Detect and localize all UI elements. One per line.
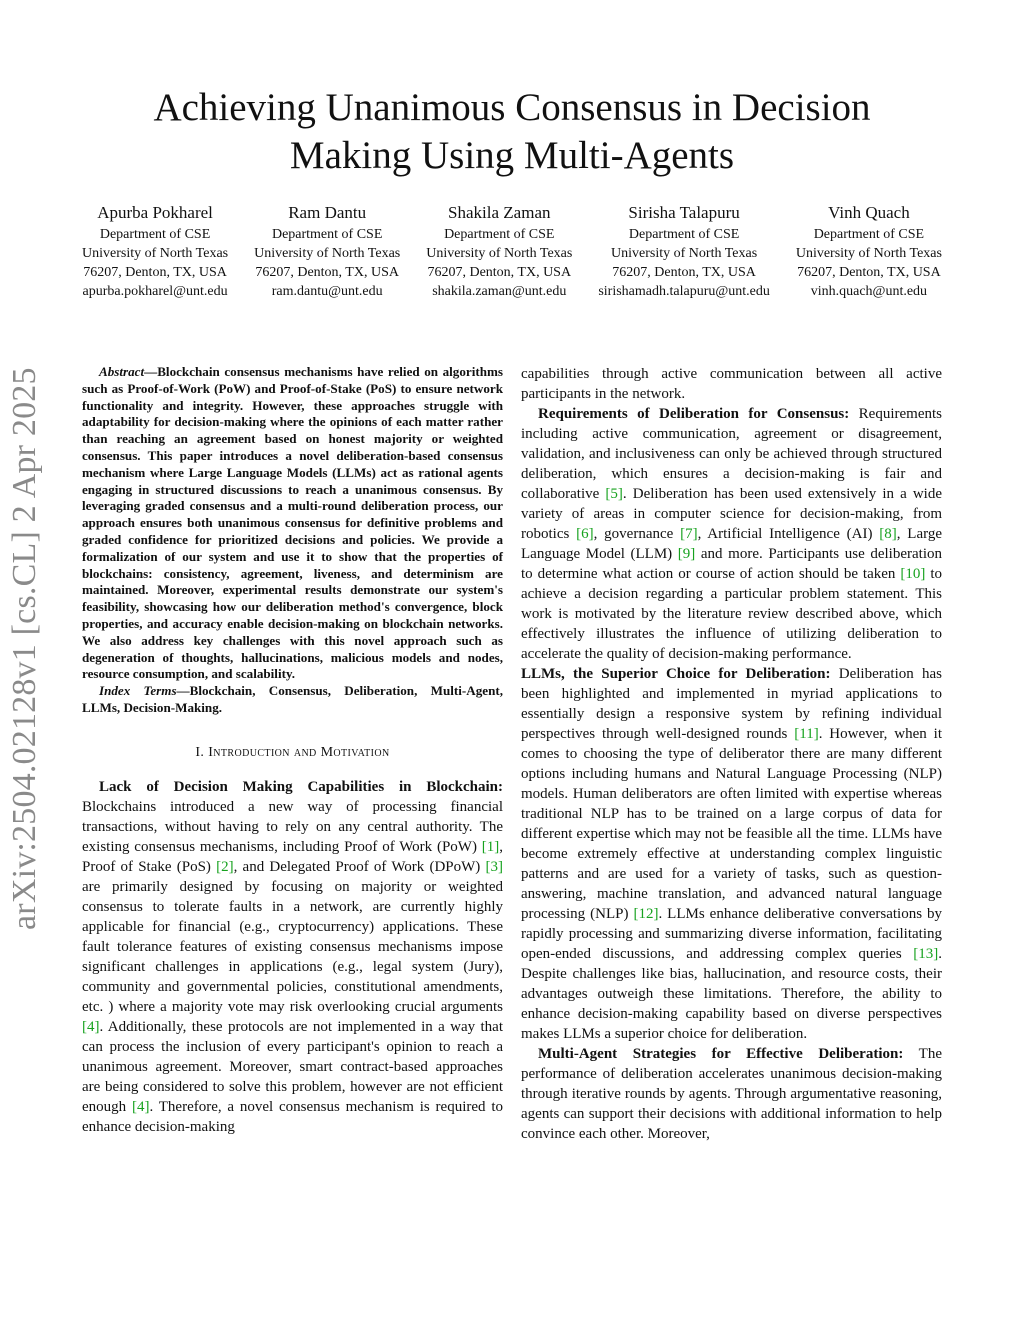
author-dept: Department of CSE — [813, 227, 925, 242]
index-terms-text: —Blockchain, Consensus, Deliberation, Multi-Agent, LLMs, Decision-Making. — [82, 683, 503, 715]
text-run: . Deliberation has been used extensively in a wide variety of areas in computer science for decision-making, from robotics — [521, 486, 943, 542]
text-run: . Additionally, these protocols are not implemented in a way that can process the inclusion of every participant's opinion to reach a unanimous agreement. Moreover, smart contract-based approaches are being considered to solve this problem, however are not efficient enough — [82, 1018, 503, 1115]
citation-link[interactable]: [10] — [900, 566, 926, 582]
author-2 — [254, 202, 400, 301]
text-run: Requirements including active communication, agreement or disagreement, validation, and inclusiveness can only be achieved through structured deliberation, which ensures a decision-making is fair and collaborative — [521, 406, 942, 502]
author-addr: 76207, Denton, TX, USA — [83, 265, 227, 280]
author-block — [82, 202, 942, 301]
text-run: and more. Participants use deliberation to determine what action or course of action should be taken — [521, 546, 942, 582]
citation-link[interactable]: [7] — [680, 526, 698, 542]
author-5 — [796, 202, 942, 301]
author-email: ram.dantu@unt.edu — [271, 284, 383, 299]
author-dept: Department of CSE — [444, 227, 555, 242]
citation-link[interactable]: [11] — [794, 726, 819, 742]
citation-link[interactable]: [4] — [82, 1018, 100, 1035]
citation-link[interactable]: [5] — [605, 486, 623, 502]
paragraph-continuation: capabilities through active communication between all active participants in the network. — [521, 366, 942, 402]
citation-link[interactable]: [4] — [131, 1098, 150, 1115]
right-column — [521, 364, 942, 1144]
author-addr: 76207, Denton, TX, USA — [255, 265, 399, 280]
text-run: are primarily designed by focusing on majority or weighted consensus to tolerate faults in a network, are currently highly applicable for financial (e.g., cryptocurrency) applications. These fault tolerance features of existing consensus mechanisms impose significant challenges in applications (e.g., legal system (Jury), community and governmental policies, constitutional amendments, etc. ) where a majority vote may risk overlooking crucial arguments — [82, 878, 503, 1015]
author-dept: Department of CSE — [99, 227, 211, 242]
text-run: , governance — [593, 526, 681, 542]
text-run: Deliberation has been highlighted and implemented in myriad applications to essentially design a responsive system by refining individual perspectives through well-designed rounds — [521, 666, 942, 742]
author-univ: University of North Texas — [254, 246, 401, 261]
paper-title: Achieving Unanimous Consensus in Decision Making Using Multi-Agents — [153, 86, 871, 177]
paragraph-heading: LLMs, the Superior Choice for Deliberation: — [521, 666, 831, 682]
author-name: Ram Dantu — [288, 203, 367, 222]
section-heading: I. Introduction and Motivation — [195, 744, 390, 760]
paragraph-heading: Lack of Decision Making Capabilities in Blockchain: — [99, 778, 503, 795]
left-column — [82, 364, 503, 1137]
author-4 — [598, 202, 770, 301]
author-dept: Department of CSE — [628, 227, 740, 242]
author-name: Vinh Quach — [828, 203, 910, 222]
author-name: Shakila Zaman — [448, 203, 551, 222]
paragraph-llms — [521, 664, 942, 1044]
author-univ: University of North Texas — [795, 246, 942, 261]
citation-link[interactable]: [3] — [485, 858, 503, 875]
text-run: . However, when it comes to choosing the type of deliberator there are many different options including humans and Natural Language Processing (NLP) models. Human deliberators are often limited with expertise whereas traditional NLP has to be trained on a large corpus of data for different expertise which may not be feasible all the time. LLMs have become extremely effective at understanding complex linguistic patterns and are used for a variety of tasks, such as question-answering, machine translation, and advanced natural language processing (NLP) — [521, 726, 942, 922]
author-email: apurba.pokharel@unt.edu — [82, 284, 228, 299]
author-addr: 76207, Denton, TX, USA — [797, 265, 941, 280]
citation-link[interactable]: [13] — [913, 946, 939, 962]
author-addr: 76207, Denton, TX, USA — [427, 265, 572, 280]
abstract-text: —Blockchain consensus mechanisms have relied on algorithms such as Proof-of-Work (PoW) and Proof-of-Stake (PoS) to ensure network functionality and integrity. However, these approaches struggle with adaptability for decision-making where the opinions of each matter rather than reaching an agreement based on honest majority or weighted consensus. This paper introduces a novel deliberation-based consensus mechanism where Large Language Models (LLMs) act as rational agents engaging in structured discussions to reach a unanimous consensus. By leveraging graded consensus and a multi-round deliberation process, our approach ensures both unanimous consensus for definitive problems and graded confidence for prioritized decisions and policies. We provide a formalization of our system and use it to show that the properties of blockchains: consistency, agreement, liveness, and determinism are maintained. Moreover, experimental results demonstrate our system's feasibility, showcasing how our deliberation method's convergence, block properties, and accuracy enable decision-making on blockchain networks. We also address key challenges with this novel approach such as degeneration of thoughts, hallucinations, malicious models and nodes, resource consumption, and scalability. — [82, 364, 503, 682]
citation-link[interactable]: [8] — [879, 526, 897, 542]
paragraph-multi-agent — [521, 1044, 942, 1144]
index-terms-label: Index Terms — [99, 683, 177, 699]
text-run: , Proof of Stake (PoS) — [82, 838, 503, 875]
text-run: , and Delegated Proof of Work (DPoW) — [233, 858, 486, 875]
text-run: . Therefore, a novel consensus mechanism is required to enhance decision-making — [82, 1098, 503, 1135]
author-addr: 76207, Denton, TX, USA — [612, 265, 756, 280]
paragraph-heading: Requirements of Deliberation for Consensus: — [538, 406, 850, 422]
author-email: shakila.zaman@unt.edu — [432, 284, 567, 299]
author-email: sirishamadh.talapuru@unt.edu — [598, 284, 770, 299]
text-run: . Despite challenges like bias, hallucination, and resource costs, their advantages outweigh these limitations. Therefore, the ability to enhance decision-making capability based on diverse perspectives makes LLMs a superior choice for deliberation. — [521, 946, 942, 1042]
author-1 — [82, 202, 228, 301]
paragraph-blockchain — [82, 777, 503, 1137]
text-run: Blockchains introduced a new way of processing financial transactions, without having to rely on any central authority. The existing consensus mechanisms, including Proof of Work (PoW) — [82, 798, 503, 855]
text-run: , Artificial Intelligence (AI) — [697, 526, 880, 542]
abstract-label: Abstract — [99, 364, 145, 379]
text-run: The performance of deliberation accelerates unanimous decision-making through iterative rounds by agents. Through argumentative reasoning, agents can support their decisions with additional information to help convince each other. Moreover, — [521, 1046, 942, 1142]
arxiv-identifier: arXiv:2504.02128v1 [cs.CL] 2 Apr 2025 — [6, 367, 43, 930]
author-univ: University of North Texas — [82, 246, 229, 261]
text-run: . LLMs enhance deliberative conversations by rapidly processing and summarizing diverse information, facilitating open-ended discussions, and addressing complex queries — [521, 906, 943, 962]
author-name: Apurba Pokharel — [97, 203, 213, 222]
text-run: , Large Language Model (LLM) — [521, 526, 943, 562]
index-terms — [82, 683, 503, 717]
abstract — [82, 364, 503, 683]
citation-link[interactable]: [6] — [576, 526, 594, 542]
citation-link[interactable]: [2] — [216, 858, 234, 875]
author-name: Sirisha Talapuru — [628, 203, 740, 222]
citation-link[interactable]: [12] — [633, 906, 659, 922]
citation-link[interactable]: [9] — [677, 546, 696, 562]
author-univ: University of North Texas — [426, 246, 573, 261]
citation-link[interactable]: [1] — [481, 838, 500, 855]
author-3 — [426, 202, 572, 301]
paragraph-requirements — [521, 404, 942, 664]
paragraph-heading: Multi-Agent Strategies for Effective Deliberation: — [538, 1046, 904, 1062]
author-email: vinh.quach@unt.edu — [810, 284, 928, 299]
text-run: to achieve a decision regarding a particular problem statement. This work is motivated by the literature review described above, which effectively illustrates the influence of utilizing deliberation to accelerate the quality of decision-making performance. — [521, 566, 942, 662]
author-dept: Department of CSE — [271, 227, 383, 242]
author-univ: University of North Texas — [611, 246, 758, 261]
